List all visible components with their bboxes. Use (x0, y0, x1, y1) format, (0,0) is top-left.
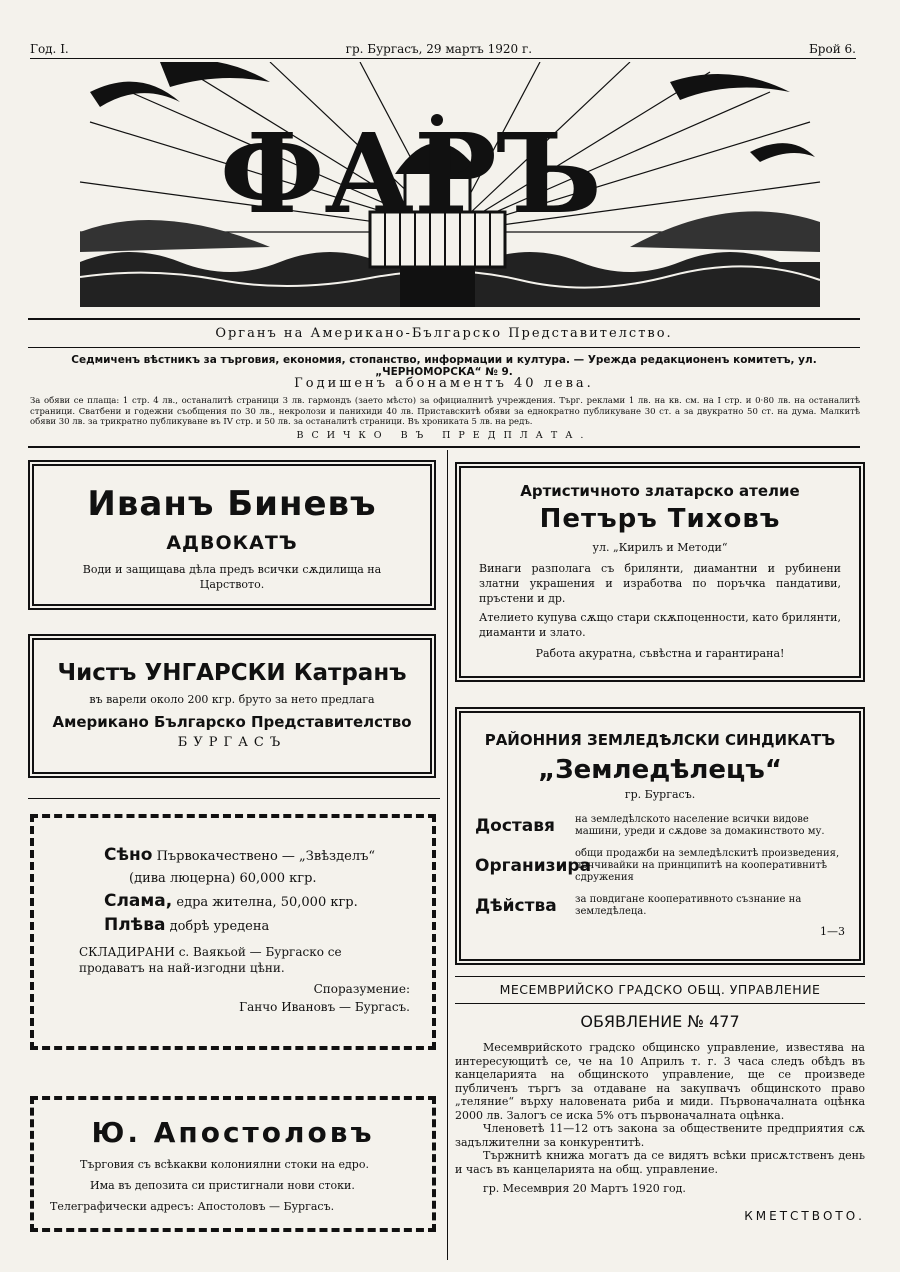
masthead-title: ФАРЪ (220, 109, 602, 238)
seno-l2: (дива люцерна) 60,000 кгр. (129, 871, 317, 886)
syndicate-name: „Земледѣлецъ“ (538, 755, 782, 785)
apostolov-name: Ю. Апостоловъ (91, 1116, 375, 1149)
syndicate-title: РАЙОННИЯ ЗЕМЛЕДѢЛСКИ СИНДИКАТЪ (484, 731, 836, 749)
tihov-street: ул. „Кирилъ и Методи“ (592, 541, 728, 554)
katran-title: Чистъ УНГАРСКИ Катранъ (57, 660, 407, 686)
seno-stored: СКЛАДИРАНИ с. Ваякьой — Бургаско се продаватъ на най-изгодни цѣни. (79, 945, 342, 975)
notice-p2: Членоветѣ 11—12 отъ закона за обществените предприятия сѫ задължителни за конкурентитѣ. (455, 1122, 865, 1149)
apostolov-line3: Телеграфически адресъ: Апостоловъ — Бургасъ. (50, 1200, 335, 1213)
ad-seno (30, 814, 436, 1050)
tihov-text1: Винаги разполага съ брилянти, диамантни и рубинени златни украшения и изработва по поръчка пандативи, пръстени и др. (479, 562, 841, 605)
seno-contact: Ганчо Ивановъ — Бургасъ. (239, 1000, 410, 1014)
syndicate-k3: Дѣйства (475, 896, 557, 916)
notice-p1: Месемврийското градско общинско управление, известява на интересующитѣ се, че на 10 Априлъ т. г. 3 часа следъ обѣдъ въ канцеларията на общинското управление, ще се произведе публиченъ търгъ за отдаване на закупвачъ общинското право „теляние“ върху наловената риба и миди. Първоначалната оцѣнка 2000 лв. Залогъ се иска 5% отъ първоначалната оцѣнка. (455, 1041, 865, 1122)
syndicate-k2: Организира (475, 856, 592, 876)
syndicate-t3: за повдигане кооперативното съзнание на земледѣлеца. (575, 894, 802, 917)
ad-katran (28, 634, 436, 778)
prepaid-line: ВСИЧКО ВЪ ПРЕДПЛАТА. (296, 430, 592, 441)
lighthouse-illustration (70, 62, 830, 317)
issue-number: Брой 6. (808, 42, 856, 56)
seno-l1: Първокачествено — „Звѣзделъ“ (156, 849, 375, 864)
apostolov-line2: Има въ депозита си пристигнали нови стоки. (90, 1179, 355, 1192)
masthead (70, 62, 830, 317)
notice-title: ОБЯВЛЕНИЕ № 477 (580, 1012, 740, 1031)
notice-p3: Тържнитѣ книжа могатъ да се видятъ всѣки присѫтственъ день и часъ въ канцеларията на общ. управление. (455, 1149, 865, 1176)
subscription-line: Годишенъ абонаментъ 40 лева. (294, 376, 594, 391)
apostolov-line1: Търговия съ всѣкакви колониялни стоки на едро. (80, 1158, 369, 1171)
tihov-text3: Работа акуратна, съвѣстна и гарантирана! (535, 647, 785, 660)
seno-key: Сѣно (104, 845, 153, 865)
organ-line: Органъ на Американо-Българско Представителство. (215, 326, 673, 341)
notice-authority: МЕСЕМВРИЙСКО ГРАДСКО ОБЩ. УПРАВЛЕНИЕ (499, 982, 821, 997)
syndicate-city: гр. Бургасъ. (624, 788, 696, 801)
notice-sign: КМЕТСТВОТО. (744, 1209, 865, 1223)
katran-firm: Американо Българско Представителство (52, 713, 412, 731)
seno-l3: едра жителна, 50,000 кгр. (176, 895, 358, 910)
syndicate-num: 1—3 (820, 925, 845, 938)
pleva-key: Плѣва (104, 915, 166, 935)
notice-date: гр. Месемврия 20 Мартъ 1920 год. (483, 1182, 686, 1195)
ad-tihov (455, 462, 865, 682)
binev-name: Иванъ Биневъ (87, 484, 377, 524)
syndicate-k1: Доставя (475, 816, 555, 836)
ad-syndicate (455, 707, 865, 965)
year: Год. I. (30, 42, 69, 56)
ad-apostolov (30, 1096, 436, 1232)
seno-agreement: Споразумение: (313, 982, 410, 996)
syndicate-t1: на земледѣлското население всички видове машини, уреди и сѫдове за домакинството му. (575, 814, 825, 837)
binev-text: Води и защищава дѣла предъ всички сѫдилища на Царството. (82, 563, 382, 591)
tihov-text2: Ателието купува сѫщо стари скѫпоценности, като брилянти, диаманти и злато. (479, 611, 842, 639)
ad-rates: За обяви се плаща: 1 стр. 4 лв., останалитѣ страници 3 лв. гармондъ (заето мѣсто) за официалнитѣ учреждения. Търг. реклами 1 лв. на кв. см. на I стр. и 0·80 лв. на останалитѣ страници. Сватбени и годежни съобщения по 30 лв., некролози и панихиди 40 лв. Приставскитѣ обяви за еднократно публикуване 30 ст. а за двукратно 50 ст. на дума. Малкитѣ обяви 30 лв. за трикратно публикуване въ IV стр. и 50 лв. за останалитѣ страници. Въ хрониката 5 лв. на редъ. (30, 396, 860, 427)
syndicate-t2: общи продажби на земледѣлскитѣ произведения, поччивайки на принципитѣ на кооперативнитѣ сдружения (575, 848, 840, 883)
katran-text: въ варели около 200 кгр. бруто за нето предлага (89, 693, 375, 706)
seno-l4: добрѣ уредена (169, 919, 270, 934)
issue-header (30, 40, 856, 59)
tihov-line1: Артистичното златарско ателие (520, 482, 800, 500)
katran-city: БУРГАСЪ (177, 735, 287, 750)
ad-binev (28, 460, 436, 610)
tihov-name: Петъръ Тиховъ (539, 504, 781, 534)
place-date: гр. Бургасъ, 29 мартъ 1920 г. (345, 42, 533, 56)
weekly-line: Седмиченъ вѣстникъ за търговия, економия, стопанство, информации и култура. — Уреждa редакционенъ комитетъ, ул. „ЧЕРНОМОРСКА“ № 9. (71, 354, 817, 378)
binev-title: АДВОКАТЪ (166, 532, 298, 554)
notice (455, 982, 865, 1223)
slama-key: Слама, (104, 891, 173, 911)
